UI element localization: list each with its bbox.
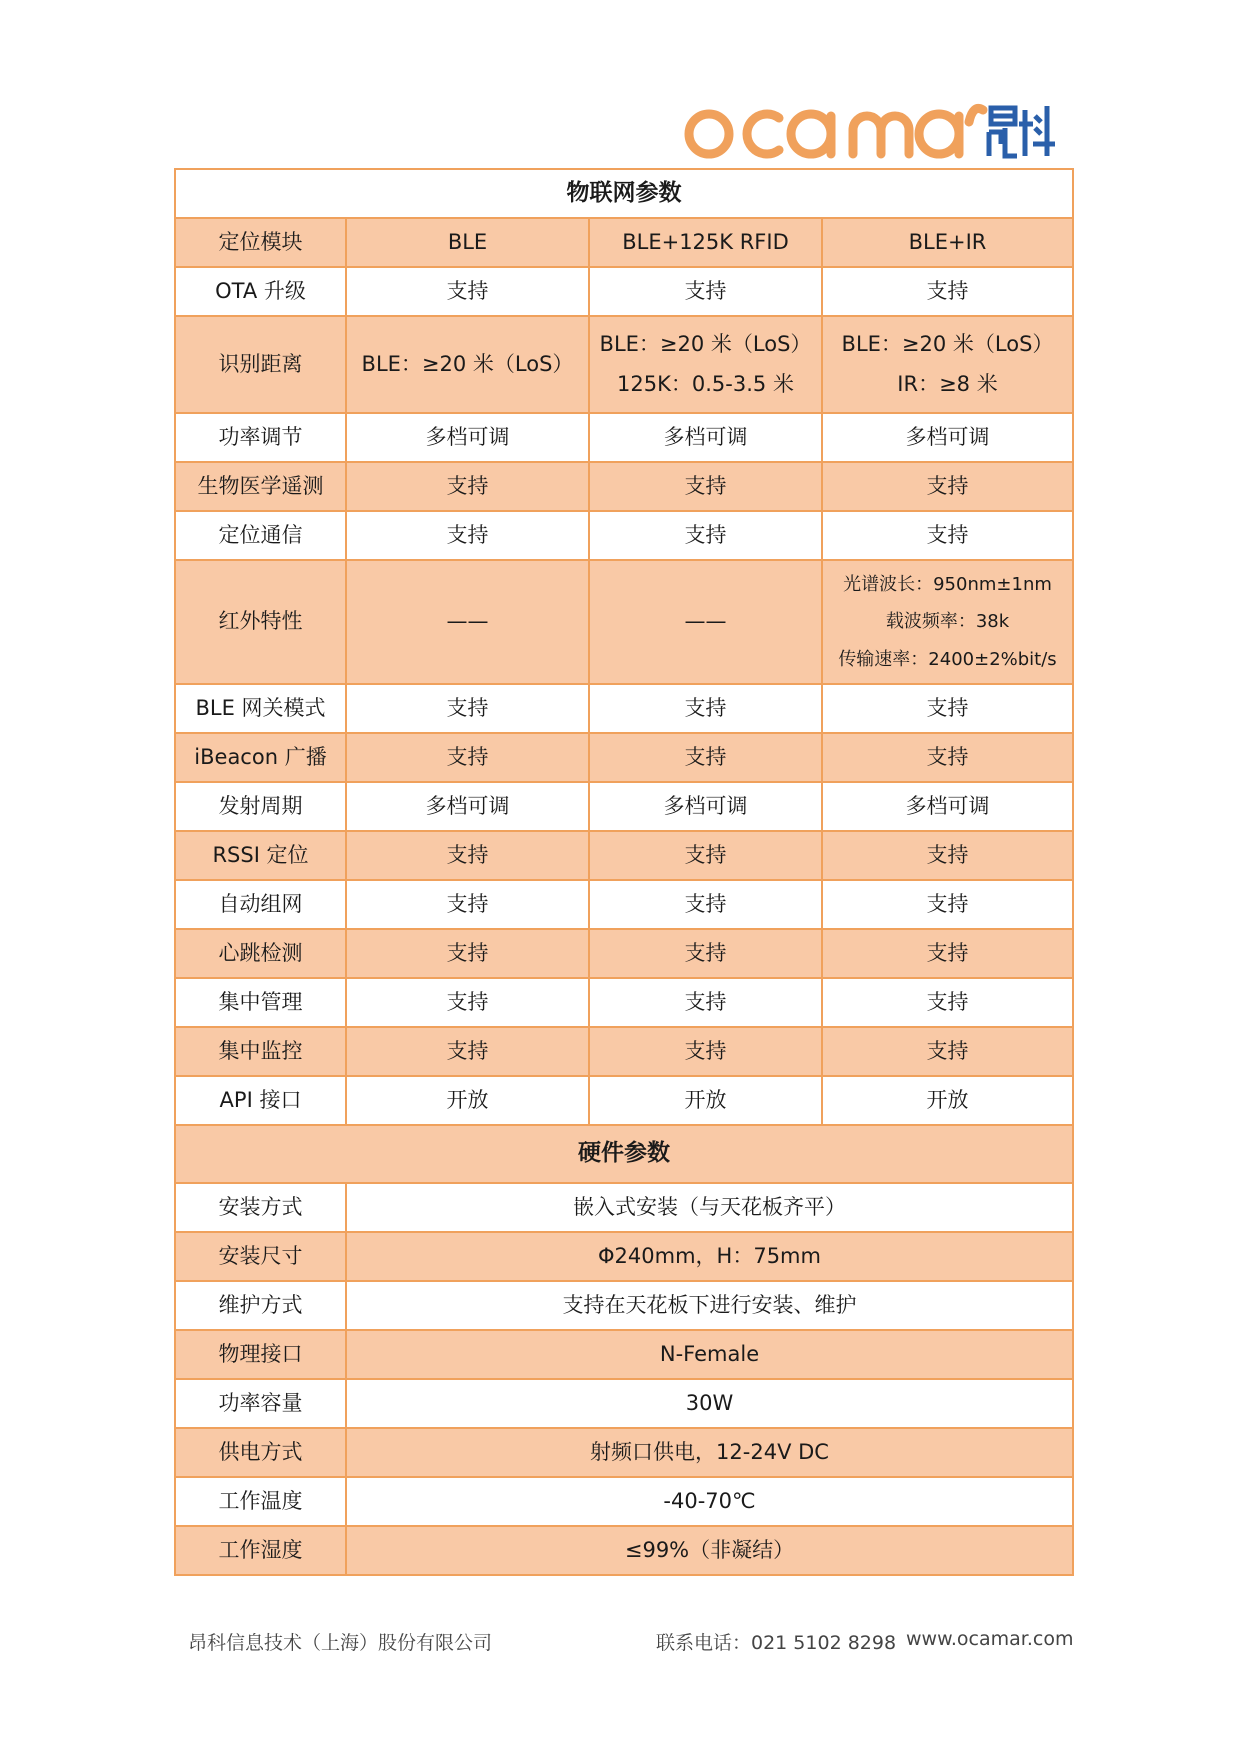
- row-label: 红外特性: [175, 560, 346, 684]
- brand-logo: [683, 100, 1057, 164]
- row-value: 支持: [346, 978, 589, 1027]
- table-row: [175, 1076, 1073, 1125]
- table-row: [175, 1183, 1073, 1232]
- table-row: [175, 1526, 1073, 1575]
- row-value: 支持在天花板下进行安装、维护: [346, 1281, 1073, 1330]
- table-row: [175, 1232, 1073, 1281]
- row-value: 嵌入式安装（与天花板齐平）: [346, 1183, 1073, 1232]
- row-value: 支持: [346, 1027, 589, 1076]
- row-value: N-Female: [346, 1330, 1073, 1379]
- table-row: [175, 1330, 1073, 1379]
- row-value: 30W: [346, 1379, 1073, 1428]
- row-value: 支持: [589, 684, 822, 733]
- row-label: 发射周期: [175, 782, 346, 831]
- row-value: 射频口供电，12-24V DC: [346, 1428, 1073, 1477]
- table-row: [175, 1379, 1073, 1428]
- row-value: 支持: [346, 267, 589, 316]
- row-label: API 接口: [175, 1076, 346, 1125]
- row-value: 支持: [346, 831, 589, 880]
- row-value: 支持: [589, 267, 822, 316]
- table-row: [175, 929, 1073, 978]
- row-value: 支持: [589, 733, 822, 782]
- row-label: OTA 升级: [175, 267, 346, 316]
- footer-website[interactable]: www.ocamar.com: [906, 1628, 1074, 1650]
- row-label: 自动组网: [175, 880, 346, 929]
- row-value: 多档可调: [822, 782, 1073, 831]
- row-value: Φ240mm，H：75mm: [346, 1232, 1073, 1281]
- row-label: RSSI 定位: [175, 831, 346, 880]
- table-row: [175, 413, 1073, 462]
- module-ble-ir: BLE+IR: [822, 218, 1073, 267]
- row-value: 支持: [589, 462, 822, 511]
- module-header-row: [175, 218, 1073, 267]
- row-label: 工作湿度: [175, 1526, 346, 1575]
- row-value: 开放: [589, 1076, 822, 1125]
- row-value: ≤99%（非凝结）: [346, 1526, 1073, 1575]
- row-label: 物理接口: [175, 1330, 346, 1379]
- row-value: 多档可调: [346, 413, 589, 462]
- footer-phone: 联系电话：021 5102 8298: [656, 1632, 897, 1654]
- row-value: 支持: [822, 462, 1073, 511]
- table-row: [175, 978, 1073, 1027]
- row-value: 支持: [346, 684, 589, 733]
- row-value: 支持: [822, 880, 1073, 929]
- row-value: 多档可调: [822, 413, 1073, 462]
- row-label: 供电方式: [175, 1428, 346, 1477]
- module-label: 定位模块: [175, 218, 346, 267]
- row-value: 支持: [822, 733, 1073, 782]
- row-value: 支持: [822, 1027, 1073, 1076]
- row-value: ——: [346, 560, 589, 684]
- row-label: BLE 网关模式: [175, 684, 346, 733]
- row-label: 集中管理: [175, 978, 346, 1027]
- table-row: [175, 462, 1073, 511]
- row-label: 集中监控: [175, 1027, 346, 1076]
- table-row: [175, 316, 1073, 413]
- table-row: [175, 560, 1073, 684]
- row-label: 生物医学遥测: [175, 462, 346, 511]
- row-label: 工作温度: [175, 1477, 346, 1526]
- table-row: [175, 1027, 1073, 1076]
- row-value: [589, 316, 822, 413]
- row-value: 多档可调: [346, 782, 589, 831]
- row-label: 功率调节: [175, 413, 346, 462]
- table-row: [175, 831, 1073, 880]
- row-value: 支持: [822, 831, 1073, 880]
- module-ble: BLE: [346, 218, 589, 267]
- hardware-section-title: 硬件参数: [175, 1125, 1073, 1183]
- value-line: 载波频率：38k: [885, 611, 1010, 633]
- table-row: [175, 267, 1073, 316]
- row-value: [822, 316, 1073, 413]
- table-row: [175, 684, 1073, 733]
- row-label: 安装尺寸: [175, 1232, 346, 1281]
- row-label: 维护方式: [175, 1281, 346, 1330]
- row-value: 支持: [589, 880, 822, 929]
- row-value: 支持: [822, 929, 1073, 978]
- row-value: ——: [589, 560, 822, 684]
- row-value: 开放: [346, 1076, 589, 1125]
- value-line: 125K：0.5-3.5 米: [617, 371, 794, 396]
- row-value: 支持: [822, 684, 1073, 733]
- row-value: 支持: [346, 929, 589, 978]
- row-value: 支持: [589, 831, 822, 880]
- row-value: [822, 560, 1073, 684]
- logo-cn: [989, 106, 1055, 156]
- row-label: 定位通信: [175, 511, 346, 560]
- table-row: [175, 1477, 1073, 1526]
- row-value: 支持: [589, 929, 822, 978]
- row-value: 支持: [589, 978, 822, 1027]
- hardware-section-header: [175, 1125, 1073, 1183]
- row-value: 支持: [589, 1027, 822, 1076]
- table-row: [175, 733, 1073, 782]
- row-value: 多档可调: [589, 413, 822, 462]
- row-value: 支持: [822, 978, 1073, 1027]
- row-label: 心跳检测: [175, 929, 346, 978]
- table-row: [175, 511, 1073, 560]
- row-value: 支持: [346, 511, 589, 560]
- value-line: 光谱波长：950nm±1nm: [843, 573, 1052, 595]
- table-row: [175, 1428, 1073, 1477]
- row-value: 开放: [822, 1076, 1073, 1125]
- row-value: 支持: [346, 462, 589, 511]
- row-label: 识别距离: [175, 316, 346, 413]
- iot-section-title: 物联网参数: [175, 169, 1073, 218]
- row-value: -40-70℃: [346, 1477, 1073, 1526]
- value-line: 传输速率：2400±2%bit/s: [838, 648, 1057, 670]
- spec-table: [174, 168, 1074, 1576]
- row-value: 支持: [822, 267, 1073, 316]
- row-value: 支持: [589, 511, 822, 560]
- module-ble-rfid: BLE+125K RFID: [589, 218, 822, 267]
- value-line: BLE：≥20 米（LoS）: [841, 332, 1054, 357]
- row-value: BLE：≥20 米（LoS）: [346, 316, 589, 413]
- iot-section-header: [175, 169, 1073, 218]
- value-line: IR：≥8 米: [897, 371, 998, 396]
- row-value: 支持: [346, 880, 589, 929]
- footer-company: 昂科信息技术（上海）股份有限公司: [188, 1632, 493, 1654]
- row-label: 安装方式: [175, 1183, 346, 1232]
- row-value: 支持: [822, 511, 1073, 560]
- logo-wordmark: [689, 109, 983, 155]
- row-value: 多档可调: [589, 782, 822, 831]
- table-row: [175, 782, 1073, 831]
- row-label: iBeacon 广播: [175, 733, 346, 782]
- row-value: 支持: [346, 733, 589, 782]
- table-row: [175, 880, 1073, 929]
- row-label: 功率容量: [175, 1379, 346, 1428]
- table-row: [175, 1281, 1073, 1330]
- value-line: BLE：≥20 米（LoS）: [599, 332, 812, 357]
